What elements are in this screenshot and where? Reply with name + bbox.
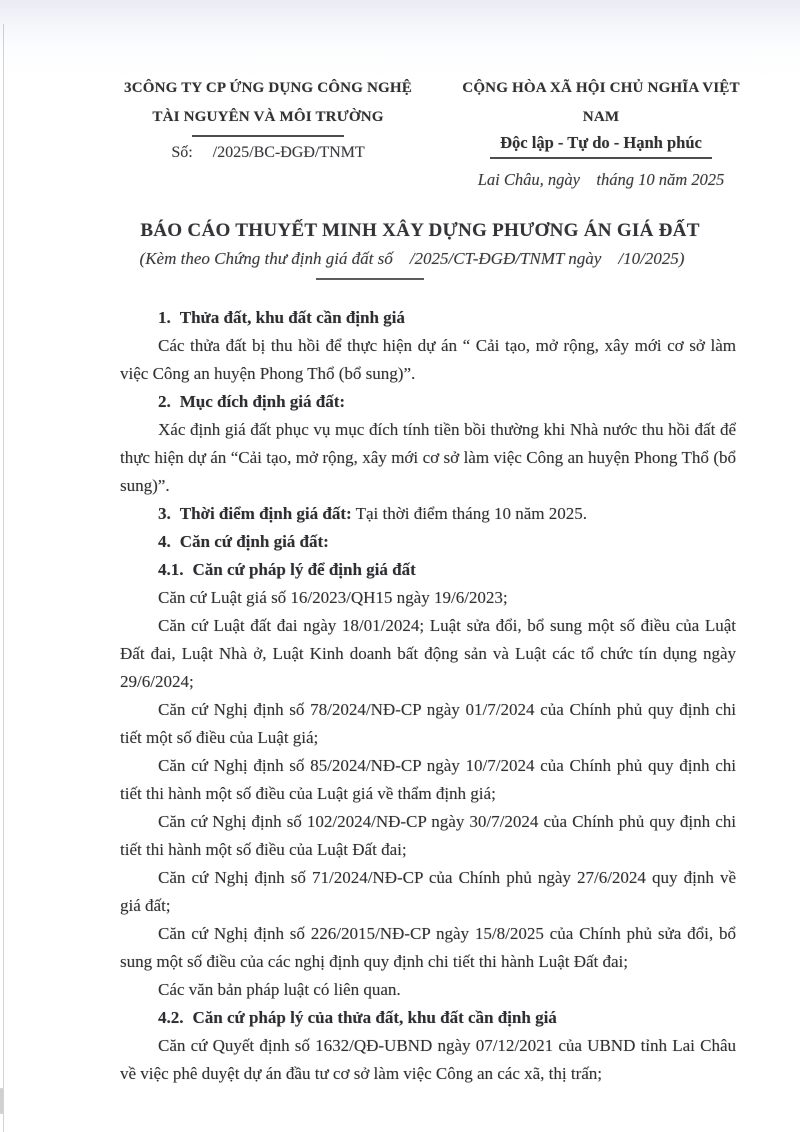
section-heading bbox=[120, 556, 736, 584]
org-name-line2: TÀI NGUYÊN VÀ MÔI TRƯỜNG bbox=[152, 109, 384, 125]
paragraph-text: Căn cứ Nghị định số 102/2024/NĐ-CP ngày 30/7/2024 của Chính phủ quy định chi tiết thi hành một số điều của Luật Đất đai; bbox=[120, 812, 736, 859]
subtitle-underline bbox=[316, 278, 424, 280]
paragraph-text: Căn cứ pháp lý để định giá đất bbox=[192, 560, 416, 579]
paragraph-text: Các văn bản pháp luật có liên quan. bbox=[158, 980, 401, 999]
motto-underline bbox=[490, 157, 712, 159]
paragraph-text: Căn cứ định giá đất: bbox=[179, 532, 329, 551]
paragraph-text: Tại thời điểm tháng 10 năm 2025. bbox=[355, 504, 587, 523]
document-paragraph bbox=[120, 332, 736, 388]
section-heading bbox=[120, 388, 736, 416]
national-motto-line2: Độc lập - Tự do - Hạnh phúc bbox=[500, 133, 702, 152]
org-name-line1: 3CÔNG TY CP ỨNG DỤNG CÔNG NGHỆ bbox=[124, 80, 412, 96]
document-header bbox=[0, 0, 800, 190]
section-number: 1. bbox=[158, 308, 171, 327]
document-paragraph bbox=[120, 1032, 736, 1088]
paragraph-text: Mục đích định giá đất: bbox=[179, 392, 346, 411]
section-lead-label: Thời điểm định giá đất: bbox=[179, 504, 352, 523]
section-number: 4.1. bbox=[158, 560, 184, 579]
issuing-org-block bbox=[92, 74, 444, 190]
paragraph-text: Căn cứ Luật đất đai ngày 18/01/2024; Luật sửa đổi, bổ sung một số điều của Luật Đất đai, Luật Nhà ở, Luật Kinh doanh bất động sản và Luật các tổ chức tín dụng ngày 29/6/2024; bbox=[120, 616, 736, 691]
section-number: 4.2. bbox=[158, 1008, 184, 1027]
document-paragraph bbox=[120, 612, 736, 696]
section-number: 3. bbox=[158, 504, 171, 523]
document-paragraph bbox=[120, 584, 736, 612]
section-number: 4. bbox=[158, 532, 171, 551]
paragraph-text: Căn cứ Nghị định số 78/2024/NĐ-CP ngày 01/7/2024 của Chính phủ quy định chi tiết một số điều của Luật giá; bbox=[120, 700, 736, 747]
scan-smudge-mark bbox=[0, 1088, 3, 1114]
document-number: Số: /2025/BC-ĐGĐ/TNMT bbox=[171, 144, 365, 161]
paragraph-text: Thửa đất, khu đất cần định giá bbox=[179, 308, 405, 327]
section-heading bbox=[120, 304, 736, 332]
section-number: 2. bbox=[158, 392, 171, 411]
paragraph-text: Xác định giá đất phục vụ mục đích tính tiền bồi thường khi Nhà nước thu hồi đất để thực hiện dự án “Cải tạo, mở rộng, xây mới cơ sở làm việc Công an huyện Phong Thổ (bổ sung)”. bbox=[120, 420, 736, 495]
paragraph-text: Căn cứ pháp lý của thửa đất, khu đất cần định giá bbox=[192, 1008, 557, 1027]
section-heading bbox=[120, 528, 736, 556]
document-subtitle: (Kèm theo Chứng thư định giá đất số /2025/CT-ĐGĐ/TNMT ngày /10/2025) bbox=[139, 249, 685, 268]
document-paragraph bbox=[120, 696, 736, 752]
paragraph-text: Căn cứ Quyết định số 1632/QĐ-UBND ngày 07/12/2021 của UBND tỉnh Lai Châu về việc phê duyệt dự án đầu tư cơ sở làm việc Công an các xã, thị trấn; bbox=[120, 1036, 736, 1083]
org-underline bbox=[192, 135, 344, 137]
paragraph-text: Căn cứ Luật giá số 16/2023/QH15 ngày 19/6/2023; bbox=[158, 588, 508, 607]
paragraph-text: Các thửa đất bị thu hồi để thực hiện dự án “ Cải tạo, mở rộng, xây mới cơ sở làm việc Công an huyện Phong Thổ (bổ sung)”. bbox=[120, 336, 736, 383]
document-paragraph bbox=[120, 864, 736, 920]
document-title: BÁO CÁO THUYẾT MINH XÂY DỰNG PHƯƠNG ÁN GIÁ ĐẤT bbox=[140, 220, 700, 241]
document-paragraph bbox=[120, 976, 736, 1004]
section-heading bbox=[120, 1004, 736, 1032]
national-motto-line1: CỘNG HÒA XÃ HỘI CHỦ NGHĨA VIỆT NAM bbox=[462, 80, 740, 125]
document-paragraph bbox=[120, 808, 736, 864]
paragraph-text: Căn cứ Nghị định số 226/2015/NĐ-CP ngày 15/8/2025 của Chính phủ sửa đổi, bổ sung một số điều của các nghị định quy định chi tiết thi hành Luật Đất đai; bbox=[120, 924, 736, 971]
place-and-date: Lai Châu, ngày tháng 10 năm 2025 bbox=[477, 170, 725, 189]
paragraph-text: Căn cứ Nghị định số 71/2024/NĐ-CP của Chính phủ ngày 27/6/2024 quy định về giá đất; bbox=[120, 868, 736, 915]
section-heading bbox=[120, 500, 736, 528]
document-paragraph bbox=[120, 920, 736, 976]
national-motto-block bbox=[444, 74, 758, 190]
document-paragraph bbox=[120, 416, 736, 500]
paragraph-text: Căn cứ Nghị định số 85/2024/NĐ-CP ngày 10/7/2024 của Chính phủ quy định chi tiết thi hành một số điều của Luật giá về thẩm định giá; bbox=[120, 756, 736, 803]
scan-edge-line bbox=[3, 24, 4, 1132]
document-body bbox=[120, 304, 736, 1088]
document-paragraph bbox=[120, 752, 736, 808]
